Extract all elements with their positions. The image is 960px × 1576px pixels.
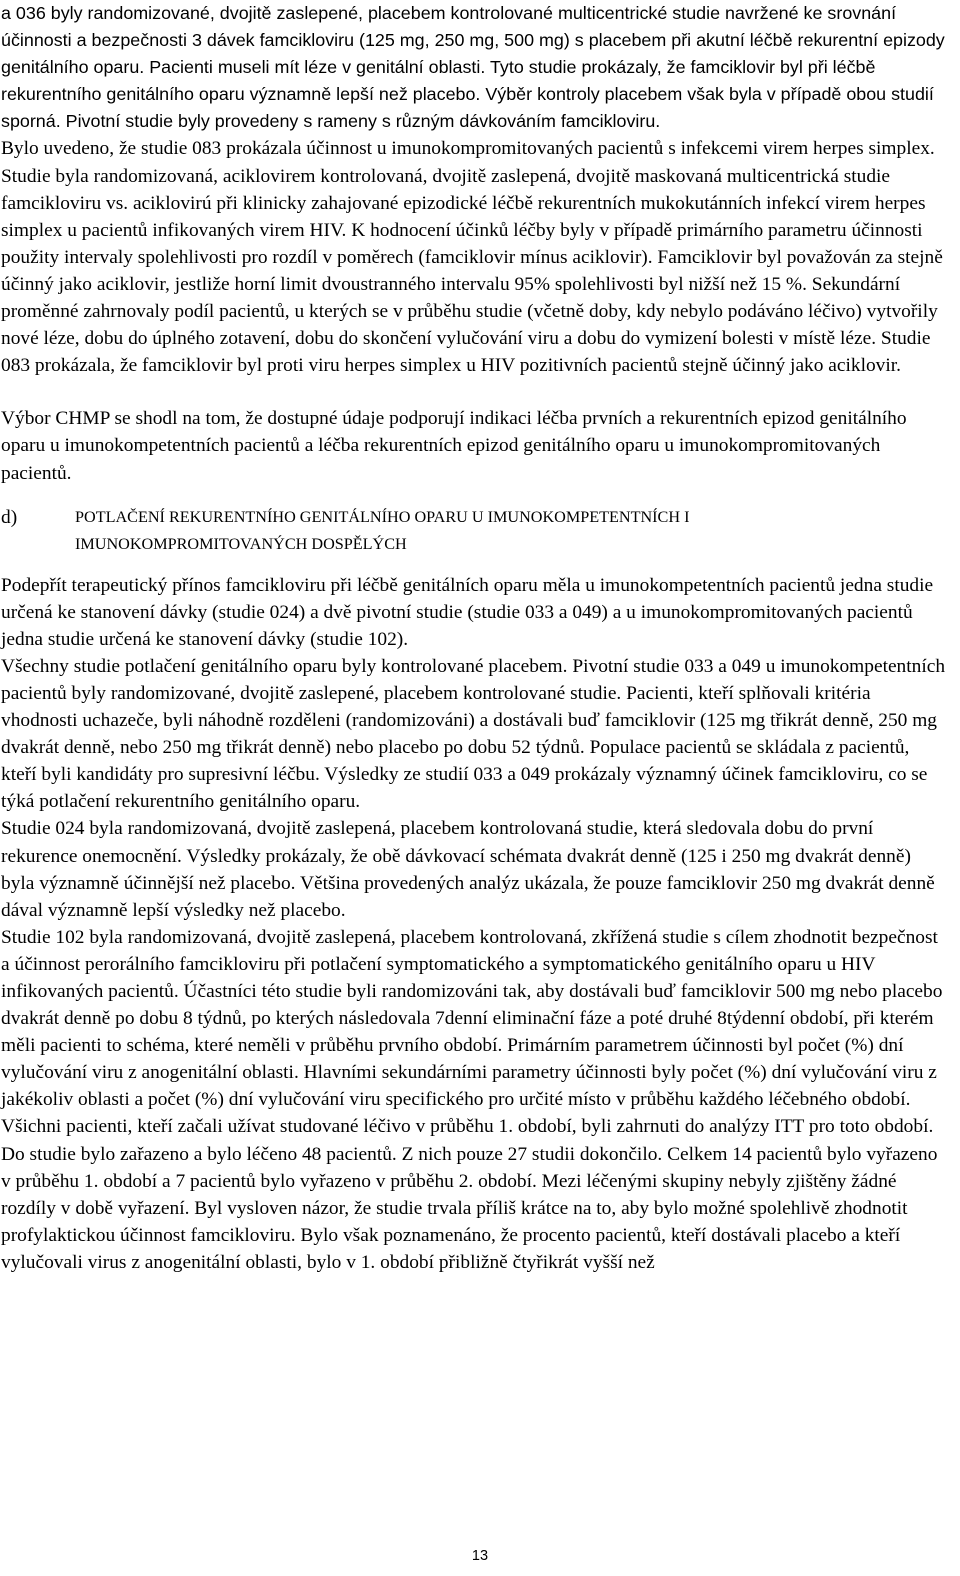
section-heading bbox=[1, 504, 946, 558]
paragraph-pivotal-studies: Všechny studie potlačení genitálního oparu byly kontrolované placebem. Pivotní studie 033 a 049 u imunokompetentních pacientů byly randomizované, dvojitě zaslepené, placebem kontrolované studie. Pacienti, kteří splňovali kritéria vhodnosti uchazeče, byli náhodně rozděleni (randomizováni) a dostávali buď famciklovir (125 mg třikrát denně, 250 mg dvakrát denně, nebo 250 mg třikrát denně) nebo placebo po dobu 52 týdnů. Populace pacientů se skládala z pacientů, kteří byli kandidáty pro supresivní léčbu. Výsledky ze studií 033 a 049 prokázaly významný účinek famcikloviru, co se týká potlačení rekurentního genitálního oparu. bbox=[1, 655, 946, 813]
section-title-line-1: POTLAČENÍ REKURENTNÍHO GENITÁLNÍHO OPARU U IMUNOKOMPETENTNÍCH I bbox=[75, 507, 690, 526]
section-title bbox=[75, 504, 689, 558]
paragraph-study-102: Studie 102 byla randomizovaná, dvojitě zaslepená, placebem kontrolovaná, zkřížená studie s cílem zhodnotit bezpečnost a účinnost perorálního famcikloviru při potlačení symptomatického a symptomatického genitálního oparu u HIV infikovaných pacientů. Účastníci této studie byli randomizováni tak, aby dostávali buď famciklovir 500 mg nebo placebo dvakrát denně po dobu 8 týdnů, po kterých následovala 7denní eliminační fáze a poté druhé 8týdenní období, při kterém měli pacienti to schéma, které neměli v průběhu prvního období. Primárním parametrem účinnosti byl počet (%) dní vylučování viru z anogenitální oblasti. Hlavními sekundárními parametry účinnosti byly počet (%) dní vylučování viru z jakékoliv oblasti a počet (%) dní vylučování viru specifického pro určité místo v průběhu každého léčebného období. bbox=[1, 926, 943, 1111]
paragraph-studies-intro: a 036 byly randomizované, dvojitě zaslepené, placebem kontrolované multicentrické studie navržené ke srovnání účinnosti a bezpečnosti 3 dávek famcikloviru (125 mg, 250 mg, 500 mg) s placebem při akutní léčbě rekurentní epizody genitálního oparu. Pacienti museli mít léze v genitální oblasti. Tyto studie prokázaly, že famciklovir byl při léčbě rekurentního genitálního oparu významně lepší než placebo. Výběr kontroly placebem však byla v případě obou studií sporná. Pivotní studie byly provedeny s rameny s různým dávkováním famcikloviru. bbox=[1, 3, 945, 132]
section-label: d) bbox=[1, 506, 18, 528]
paragraph-chmp-conclusion: Výbor CHMP se shodl na tom, že dostupné údaje podporují indikaci léčba prvních a rekurentních epizod genitálního oparu u imunokompetentních pacientů a léčba rekurentních epizod genitálního oparu u imunokompromitovaných pacientů. bbox=[1, 408, 907, 484]
paragraph-study-083: Bylo uvedeno, že studie 083 prokázala účinnost u imunokompromitovaných pacientů s infekcemi virem herpes simplex. Studie byla randomizovaná, aciklovirem kontrolovaná, dvojitě zaslepená, dvojitě maskovaná multicentrická studie famcikloviru vs. aciklovirú při klinicky zahajované epizodické léčbě rekurentních mukokutánních infekcí virem herpes simplex u pacientů infikovaných virem HIV. K hodnocení účinků léčby byly v případě primárního parametru účinnosti použity intervaly spolehlivosti pro rozdíl v poměrech (famciklovir mínus aciklovir). Famciklovir byl považován za stejně účinný jako aciklovir, jestliže horní limit dvoustranného intervalu 95% spolehlivosti byl nižší než 15 %. Sekundární proměnné zahrnovaly podíl pacientů, u kterých se v průběhu studie (včetně doby, kdy nebylo podáváno léčivo) vytvořily nové léze, dobu do úplného zotavení, dobu do skončení vylučování viru a dobu do vymizení bolesti v místě léze. Studie 083 prokázala, že famciklovir byl proti viru herpes simplex u HIV pozitivních pacientů stejně účinný jako aciklovir. bbox=[1, 138, 943, 377]
paragraph-study-024: Studie 024 byla randomizovaná, dvojitě zaslepená, placebem kontrolovaná studie, která sledovala dobu do první rekurence onemocnění. Výsledky prokázaly, že obě dávkovací schémata dvakrát denně (125 i 250 mg dvakrát denně) byla významně účinnější než placebo. Většina provedených analýz ukázala, že pouze famciklovir 250 mg dvakrát denně dával významně lepší výsledky než placebo. bbox=[1, 818, 935, 921]
page-number: 13 bbox=[471, 1548, 489, 1564]
section-title-line-2: IMUNOKOMPROMITOVANÝCH DOSPĚLÝCH bbox=[75, 534, 407, 553]
paragraph-itt-analysis: Všichni pacienti, kteří začali užívat studované léčivo v průběhu 1. období, byli zahrnuti do analýzy ITT pro toto období. Do studie bylo zařazeno a bylo léčeno 48 pacientů. Z nich pouze 27 studii dokončilo. Celkem 14 pacientů bylo vyřazeno v průběhu 1. období a 7 pacientů bylo vyřazeno v průběhu 2. období. Mezi léčenými skupiny nebyly zjištěny žádné rozdíly v době vyřazení. Byl vysloven názor, že studie trvala příliš krátce na to, aby bylo možné spolehlivě zhodnotit profylaktickou účinnost famcikloviru. Bylo však poznamenáno, že procento pacientů, kteří dostávali placebo a kteří vylučovali virus z anogenitální oblasti, bylo v 1. období přibližně čtyřikrát vyšší než bbox=[1, 1116, 938, 1273]
paragraph-therapeutic-benefit: Podepřít terapeutický přínos famcikloviru při léčbě genitálních oparu měla u imunokompetentních pacientů jedna studie určená ke stanovení dávky (studie 024) a dvě pivotní studie (studie 033 a 049) a u imunokompromitovaných pacientů jedna studie určená ke stanovení dávky (studie 102). bbox=[1, 574, 934, 650]
